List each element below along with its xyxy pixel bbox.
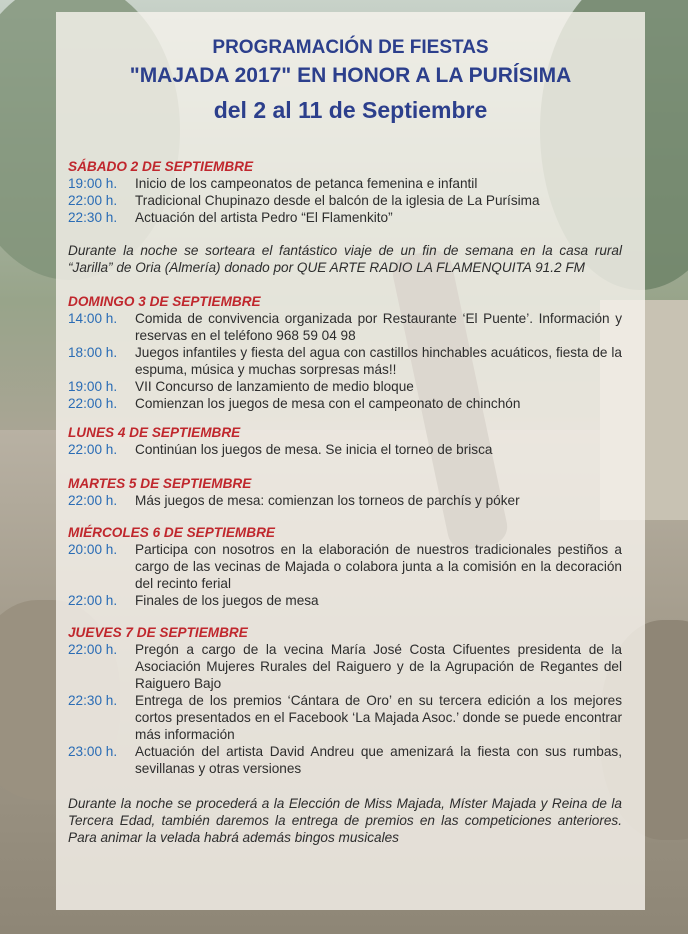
program-content — [68, 158, 622, 846]
event-row — [68, 175, 622, 192]
event-description: VII Concurso de lanzamiento de medio bloque — [135, 379, 414, 394]
event-row — [68, 592, 622, 609]
event-row — [68, 209, 622, 226]
event-description: Participa con nosotros en la elaboración de nuestros tradicionales pestiños a cargo de las vecinas de Majada o colabora junta a la comisión en la decoración del recinto ferial — [135, 542, 622, 591]
event-description: Pregón a cargo de la vecina María José Costa Cifuentes presidenta de la Asociación Mujeres Rurales del Raiguero y de la Agrupación de Regantes del Raiguero Bajo — [135, 642, 622, 691]
day-section-lunes — [68, 424, 622, 458]
event-row — [68, 344, 622, 378]
event-row — [68, 743, 622, 777]
event-time: 23:00 h. — [68, 744, 118, 759]
event-time: 22:00 h. — [68, 396, 118, 411]
event-time: 22:30 h. — [68, 210, 118, 225]
event-description: Tradicional Chupinazo desde el balcón de la iglesia de La Purísima — [135, 193, 540, 208]
event-time: 22:00 h. — [68, 193, 118, 208]
title-line-2: "MAJADA 2017" EN HONOR A LA PURÍSIMA — [129, 64, 572, 87]
event-description: Más juegos de mesa: comienzan los torneos de parchís y póker — [135, 493, 520, 508]
day-title: DOMINGO 3 DE SEPTIEMBRE — [68, 294, 261, 309]
event-time: 19:00 h. — [68, 176, 118, 191]
event-time: 22:00 h. — [68, 442, 118, 457]
event-description: Juegos infantiles y fiesta del agua con castillos hinchables acuáticos, fiesta de la espuma, música y muchas sorpresas más!! — [135, 345, 622, 377]
event-row — [68, 441, 622, 458]
day-section-martes — [68, 475, 622, 509]
event-time: 22:00 h. — [68, 593, 118, 608]
event-time: 22:30 h. — [68, 693, 118, 708]
raffle-note: Durante la noche se sorteara el fantástico viaje de un fin de semana en la casa rural “Jarilla” de Oria (Almería) donado por QUE ARTE RADIO LA FLAMENQUITA 91.2 FM — [68, 243, 622, 275]
day-title: MIÉRCOLES 6 DE SEPTIEMBRE — [68, 525, 275, 540]
closing-note: Durante la noche se procederá a la Elección de Miss Majada, Míster Majada y Reina de la Tercera Edad, también daremos la entrega de premios en las competiciones anteriores. Para animar la velada habrá además bingos musicales — [68, 796, 622, 845]
event-row — [68, 310, 622, 344]
event-description: Continúan los juegos de mesa. Se inicia el torneo de brisca — [135, 442, 493, 457]
event-description: Comienzan los juegos de mesa con el campeonato de chinchón — [135, 396, 521, 411]
event-row — [68, 378, 622, 395]
day-section-domingo — [68, 293, 622, 412]
event-time: 19:00 h. — [68, 379, 118, 394]
event-row — [68, 541, 622, 592]
day-title: MARTES 5 DE SEPTIEMBRE — [68, 476, 252, 491]
event-time: 14:00 h. — [68, 311, 118, 326]
event-time: 20:00 h. — [68, 542, 118, 557]
event-description: Comida de convivencia organizada por Restaurante ‘El Puente’. Información y reservas en el teléfono 968 59 04 98 — [135, 311, 622, 343]
event-description: Actuación del artista David Andreu que amenizará la fiesta con sus rumbas, sevillanas y otras versiones — [135, 744, 622, 776]
event-description: Inicio de los campeonatos de petanca femenina e infantil — [135, 176, 478, 191]
title-line-3: del 2 al 11 de Septiembre — [213, 97, 488, 123]
day-section-jueves — [68, 624, 622, 846]
event-row — [68, 692, 622, 743]
day-title: LUNES 4 DE SEPTIEMBRE — [68, 425, 241, 440]
day-section-sabado — [68, 158, 622, 276]
day-title: JUEVES 7 DE SEPTIEMBRE — [68, 625, 248, 640]
event-row — [68, 641, 622, 692]
event-row — [68, 492, 622, 509]
event-description: Actuación del artista Pedro “El Flamenkito” — [135, 210, 393, 225]
event-time: 18:00 h. — [68, 345, 118, 360]
event-time: 22:00 h. — [68, 493, 118, 508]
event-time: 22:00 h. — [68, 642, 118, 657]
day-section-miercoles — [68, 524, 622, 609]
event-description: Finales de los juegos de mesa — [135, 593, 319, 608]
event-row — [68, 395, 622, 412]
event-description: Entrega de los premios ‘Cántara de Oro’ en su tercera edición a los mejores cortos presentados en el Facebook ‘La Majada Asoc.’ donde se puede encontrar más información — [135, 693, 622, 742]
event-row — [68, 192, 622, 209]
day-title: SÁBADO 2 DE SEPTIEMBRE — [68, 159, 254, 174]
title-line-1: PROGRAMACIÓN DE FIESTAS — [212, 37, 489, 58]
